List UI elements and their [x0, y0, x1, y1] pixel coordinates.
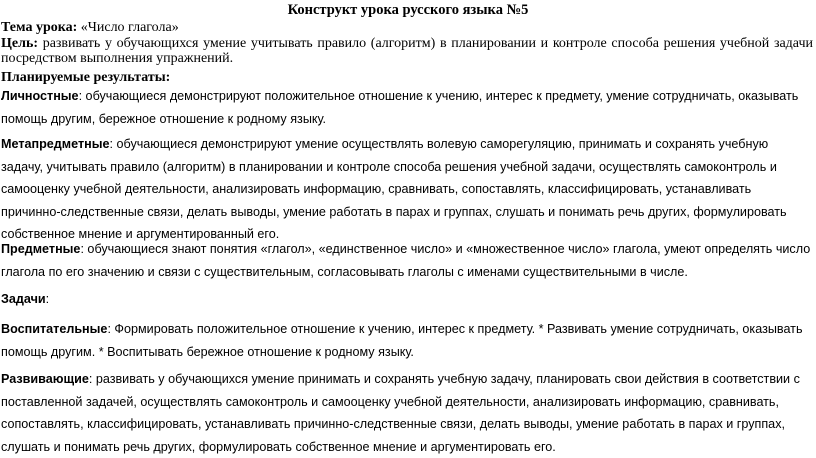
topic-line	[1, 20, 813, 35]
topic-label: Тема урока:	[1, 20, 78, 35]
goal-paragraph	[1, 36, 813, 66]
developmental-label: Развивающие	[1, 372, 89, 386]
subject-text: : обучающиеся знают понятия «глагол», «единственное число» и «множественное число» глагола, умеют определять число глагола по его значению и связи с существительным, согласовывать глаголы с именами существительными в числе.	[1, 242, 811, 279]
meta-text: : обучающиеся демонстрируют умение осуществлять волевую саморегуляцию, принимать и сохранять учебную задачу, учитывать правило (алгоритм) в планировании и контроле способа решения учебной задачи, осуществлять самоконтроль и самооценку учебной деятельности, анализировать информацию, сравнивать, сопоставлять, классифицировать, устанавливать причинно-следственные связи, делать выводы, умение работать в парах и группах, слушать и понимать речь других, формулировать собственное мнение и аргументированный его.	[1, 137, 787, 241]
developmental-tasks-paragraph	[1, 368, 813, 458]
educational-label: Воспитательные	[1, 322, 108, 336]
results-heading-text: Планируемые результаты:	[1, 70, 171, 85]
tasks-colon: :	[45, 292, 50, 306]
educational-tasks-paragraph	[1, 318, 813, 363]
document-title: Конструкт урока русского языка №5	[287, 2, 529, 18]
topic-value: «Число глагола»	[77, 20, 179, 35]
personal-text: : обучающиеся демонстрируют положительное отношение к учению, интерес к предмету, умение сотрудничать, оказывать помощь другим, бережное отношение к родному языку.	[1, 89, 799, 126]
meta-label: Метапредметные	[1, 137, 110, 151]
personal-label: Личностные	[1, 89, 79, 103]
tasks-label: Задачи	[1, 292, 46, 306]
meta-results-paragraph	[1, 133, 813, 246]
subject-label: Предметные	[1, 242, 81, 256]
tasks-heading	[1, 288, 813, 311]
developmental-text: : развивать у обучающихся умение принимать и сохранять учебную задачу, планировать свои действия в соответствии с поставленной задачей, осуществлять самоконтроль и самооценку учебной деятельности, анализировать информацию, сравнивать, сопоставлять, классифицировать, устанавливать причинно-следственные связи, делать выводы, умение работать в парах и группах, слушать и понимать речь других, формулировать собственное мнение и аргументировать его.	[1, 372, 800, 454]
subject-results-paragraph	[1, 238, 813, 283]
goal-text: развивать у обучающихся умение учитывать правило (алгоритм) в планировании и контроле способа решения учебной задачи посредством выполнения упражнений.	[1, 36, 813, 66]
personal-results-paragraph	[1, 85, 813, 130]
educational-text: : Формировать положительное отношение к учению, интерес к предмету. * Развивать умение сотрудничать, оказывать помощь другим. * Воспитывать бережное отношение к родному языку.	[1, 322, 803, 359]
results-heading	[1, 70, 813, 85]
goal-label: Цель:	[1, 36, 39, 51]
